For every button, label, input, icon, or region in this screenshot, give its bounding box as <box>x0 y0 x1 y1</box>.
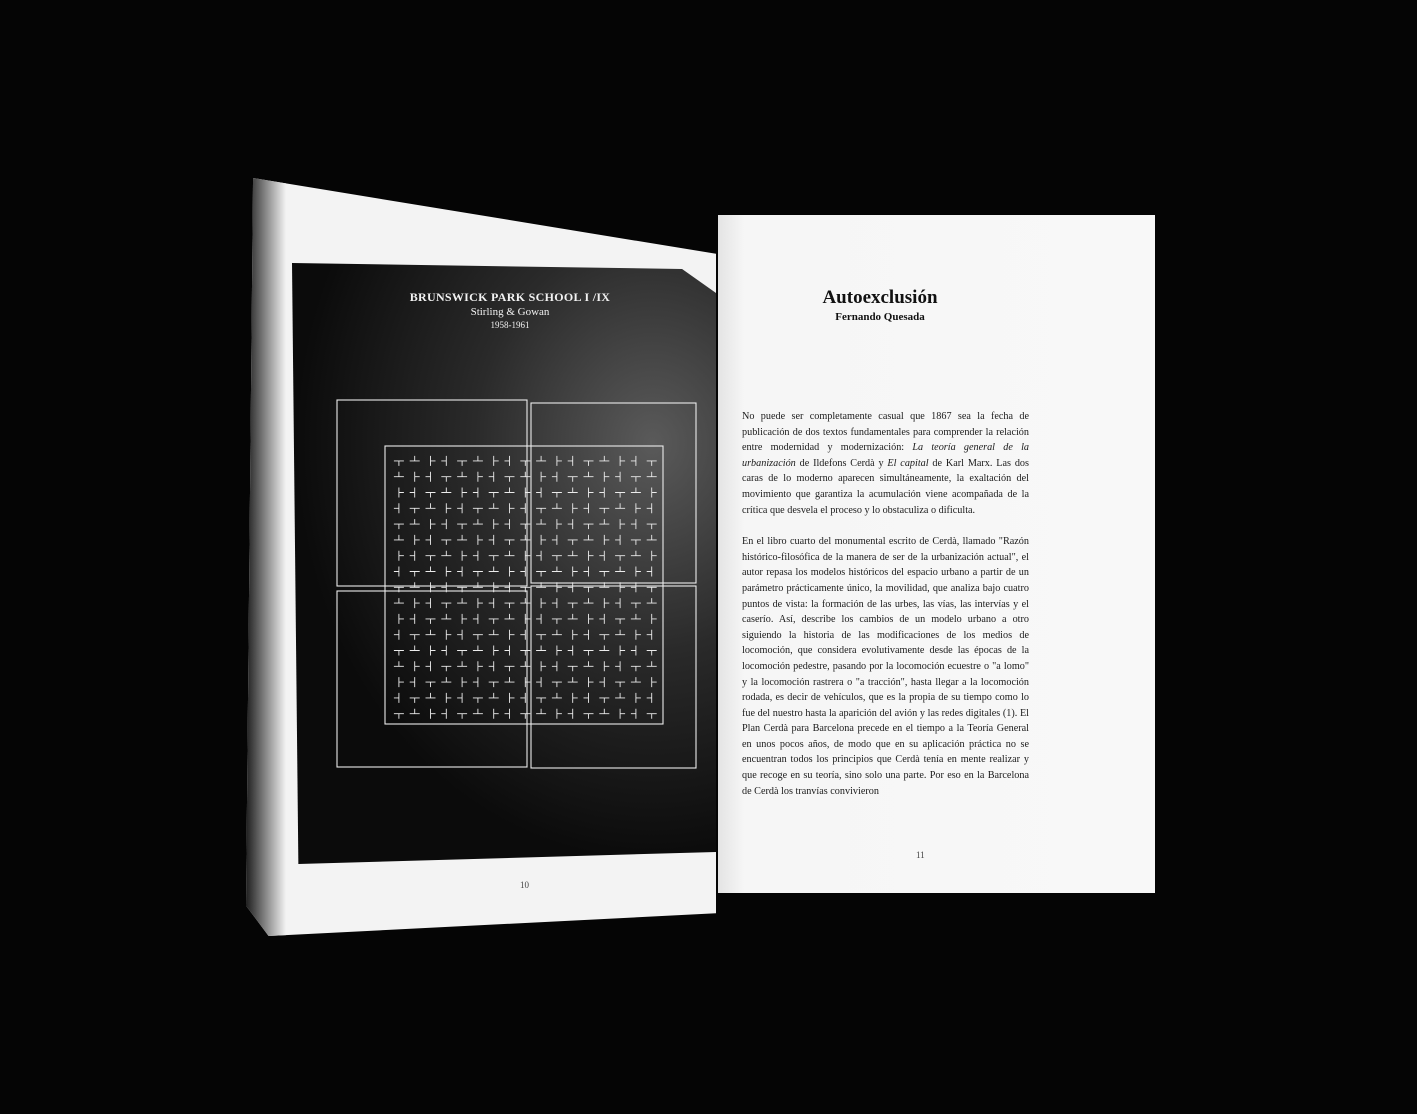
article-body <box>742 409 1029 815</box>
plan-block-bottom-right <box>531 586 696 768</box>
plan-block-top-left <box>337 400 527 586</box>
right-page-number: 11 <box>916 850 925 860</box>
school-plan-drawing <box>334 396 704 771</box>
plate-title: BRUNSWICK PARK SCHOOL I /IX <box>409 290 611 304</box>
plate-caption <box>382 290 638 330</box>
paragraph-2: En el libro cuarto del monumental escrito de Cerdà, llamado "Razón histórico-filosófica de la manera de ser de la urbanización actual", el autor repasa los modelos históricos del espacio urbano a partir de un parámetro prácticamente único, la movilidad, que analiza bajo cuatro puntos de vista: la formación de las urbes, las vías, las intervías y el caserío. Así, describe los cambios de un modelo urbano a otro siguiendo la historia de las modificaciones de los medios de locomoción, que considera evolutivamente desde las épocas de la locomoción pedestre, pasando por la locomoción ecuestre o "a lomo" y la locomoción rastrera o "a tracción", hasta llegar a la locomoción rodada, es decir de vehículos, que es la propia de su tiempo como lo fue del nuestro hasta la aparición del avión y las redes digitales (1). El Plan Cerdà para Barcelona precede en el tiempo a la Teoría General en unos pocos años, de modo que en su aplicación práctica no se encuentran todos los principios que Cerdà tenía en mente realizar y que recoge en su teoría, sino solo una parte. Por eso en la Barcelona de Cerdà los tranvías convivieron <box>742 536 1029 797</box>
article-title: Autoexclusión <box>822 287 938 308</box>
article-author: Fernando Quesada <box>835 311 925 323</box>
plan-block-bottom-left <box>337 591 527 767</box>
plate-dates: 1958-1961 <box>490 320 530 330</box>
article-heading <box>780 287 980 323</box>
paragraph-1: No puede ser completamente casual que 1867 sea la fecha de publicación de dos textos fundamentales para comprender la relación entre modernidad y modernización: La teoría general de la urbanización de Ildefons Cerdà y El capital de Karl Marx. Las dos caras de lo moderno aparecen simultáneamente, la exaltación del movimiento que garantiza la acumulación viene acompañada de la crítica que desvela el proceso y lo obstaculiza o dificulta. <box>742 411 1029 516</box>
grid-tick-marks <box>394 456 657 719</box>
gutter-shadow <box>246 178 286 936</box>
left-page-number: 10 <box>520 880 529 890</box>
plate-authors: Stirling & Gowan <box>470 306 550 318</box>
plan-grid-ticks <box>394 456 657 719</box>
